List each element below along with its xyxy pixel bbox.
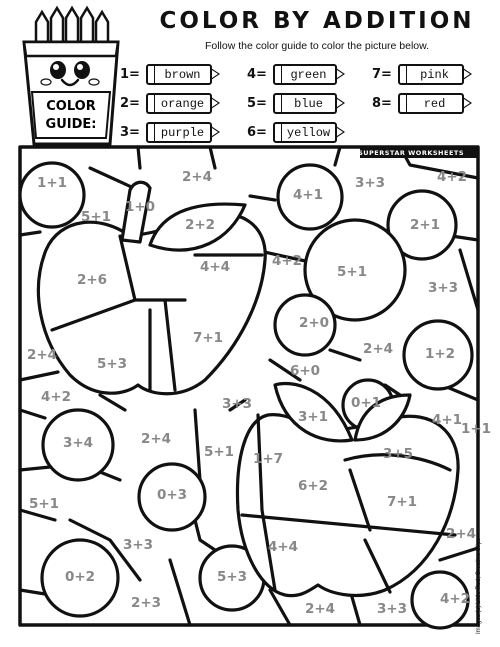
crayon-label: green (290, 67, 327, 82)
problem-label: 7+1 (192, 330, 224, 346)
guide-label-line1: COLOR (46, 99, 96, 114)
problem-label: 2+1 (409, 217, 441, 233)
problem-label: 3+3 (221, 396, 253, 412)
page-subtitle: Follow the color guide to color the picture below. (204, 40, 430, 52)
problem-label: 3+5 (382, 446, 414, 462)
problem-label: 0+1 (350, 395, 382, 411)
problem-label: 4+4 (267, 539, 299, 555)
problem-label: 5+1 (336, 264, 368, 280)
problem-label: 4+4 (199, 259, 231, 275)
problem-label: 4+2 (40, 389, 72, 405)
problem-label: 3+1 (297, 409, 329, 425)
guide-number: 8= (372, 96, 392, 111)
problem-label: 0+2 (64, 569, 96, 585)
problem-label: 2+4 (445, 526, 477, 542)
problem-label: 7+1 (386, 494, 418, 510)
problem-label: 5+3 (96, 356, 128, 372)
problem-label: 3+3 (427, 280, 459, 296)
image-credit: Images (c) Little Red, Creative Clips (476, 537, 482, 634)
guide-label-line2: GUIDE: (45, 117, 97, 132)
guide-number: 7= (372, 67, 392, 82)
guide-number: 5= (247, 96, 267, 111)
crayon-label: red (423, 96, 446, 111)
problem-label: 3+4 (62, 435, 94, 451)
problem-label: 2+2 (184, 217, 216, 233)
problem-label: 4+2 (271, 253, 303, 269)
crayon-label: brown (164, 67, 201, 82)
problem-label: 5+1 (203, 444, 235, 460)
problem-label: 1+2 (424, 346, 456, 362)
problem-label: 5+1 (80, 209, 112, 225)
problem-label: 2+4 (181, 169, 213, 185)
problem-label: 4+2 (436, 169, 468, 185)
problem-label: 6+2 (297, 478, 329, 494)
problem-label: 3+3 (122, 537, 154, 553)
problem-label: 6+0 (289, 363, 321, 379)
guide-number: 6= (247, 125, 267, 140)
problem-label: 4+2 (439, 591, 471, 607)
problem-label: 2+4 (140, 431, 172, 447)
problem-label: 2+0 (298, 315, 330, 331)
crayon-label: blue (294, 96, 323, 111)
guide-number: 1= (120, 67, 140, 82)
guide-number: 2= (120, 96, 140, 111)
crayon-label: purple (160, 125, 205, 140)
problem-label: 5+1 (28, 496, 60, 512)
problem-label: 0+3 (156, 487, 188, 503)
problem-label: 3+3 (354, 175, 386, 191)
problem-label: 4+1 (431, 412, 463, 428)
guide-number: 3= (120, 125, 140, 140)
problem-label: 2+4 (304, 601, 336, 617)
problem-label: 1+0 (124, 199, 156, 215)
crayon-label: pink (420, 67, 449, 82)
guide-number: 4= (247, 67, 267, 82)
problem-label: 3+3 (376, 601, 408, 617)
problem-label: 4+1 (292, 187, 324, 203)
problem-label: 1+1 (36, 175, 68, 191)
watermark: SUPERSTAR WORKSHEETS (358, 149, 464, 157)
problem-label: 1+7 (252, 451, 284, 467)
problem-label: 2+3 (130, 595, 162, 611)
problem-label: 1+1 (460, 421, 492, 437)
page-title: COLOR BY ADDITION (159, 8, 475, 34)
problem-label: 2+6 (76, 272, 108, 288)
problem-label: 2+4 (362, 341, 394, 357)
crayon-label: yellow (286, 125, 331, 140)
crayon-label: orange (160, 96, 205, 111)
problem-label: 2+4 (26, 347, 58, 363)
problem-label: 5+3 (216, 569, 248, 585)
